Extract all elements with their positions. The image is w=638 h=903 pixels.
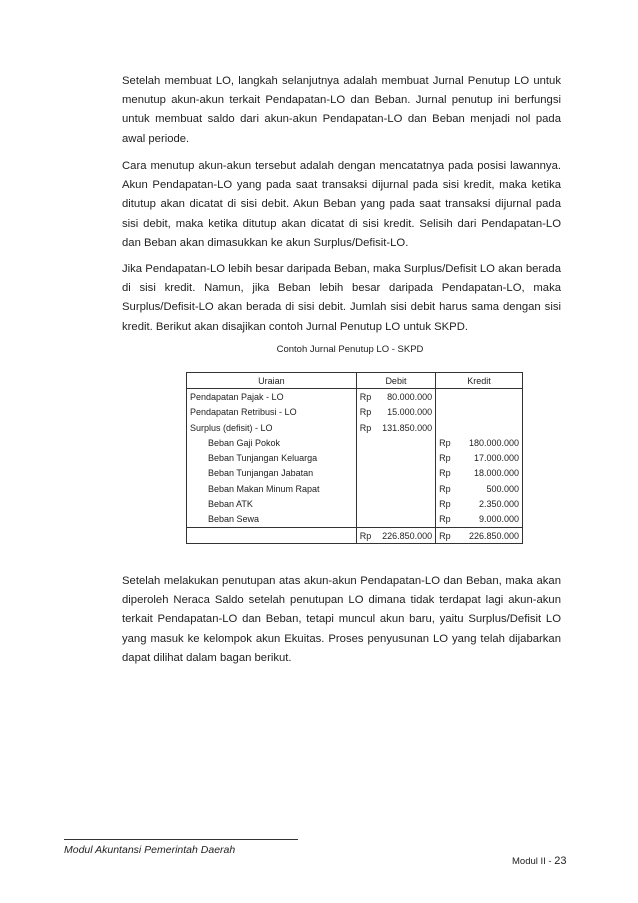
header-debit: Debit <box>356 373 435 389</box>
row-debit-currency <box>356 496 376 511</box>
row-uraian: Surplus (defisit) - LO <box>187 420 357 435</box>
table-row <box>187 481 523 496</box>
table-row <box>187 450 523 465</box>
total-kredit-currency: Rp <box>436 527 456 543</box>
row-uraian: Beban Tunjangan Jabatan <box>187 466 357 481</box>
total-uraian <box>187 527 357 543</box>
row-debit-currency: Rp <box>359 422 372 433</box>
row-debit-value: 15.000.000 <box>376 405 436 420</box>
table-row <box>187 420 523 435</box>
paragraph-2: Cara menutup akun-akun tersebut adalah dengan mencatatnya pada posisi lawannya. Akun Pendapatan-LO yang pada saat transaksi dijurnal pada sisi kredit, maka ketika ditutup akan dicatat di sisi debit. Akun Beban yang pada saat transaksi dijurnal pada sisi debit, maka ketika ditutup akan dicatat di sisi kredit. Selisih dari Pendapatan-LO dan Beban akan dimasukkan ke akun Surplus/Defisit-LO. <box>122 160 561 249</box>
row-debit-value <box>376 435 436 450</box>
row-debit-value <box>376 481 436 496</box>
row-kredit-currency: Rp <box>439 437 451 448</box>
row-debit-value <box>376 450 436 465</box>
row-debit-currency <box>356 466 376 481</box>
footer-divider <box>64 839 298 840</box>
table-row <box>187 389 523 405</box>
row-uraian: Pendapatan Pajak - LO <box>187 389 357 405</box>
row-kredit-currency: Rp <box>439 499 451 510</box>
table-row <box>187 512 523 528</box>
row-kredit-value: 180.000.000 <box>468 437 519 448</box>
footer-title: Modul Akuntansi Pemerintah Daerah <box>64 844 236 856</box>
total-debit-currency: Rp <box>356 527 376 543</box>
table-row <box>187 496 523 511</box>
table-total-row <box>187 527 523 543</box>
row-uraian: Beban Gaji Pokok <box>187 435 357 450</box>
row-kredit-value: 18.000.000 <box>473 468 519 479</box>
row-kredit-value: 2.350.000 <box>478 499 519 510</box>
row-debit-currency <box>356 450 376 465</box>
table-row <box>187 435 523 450</box>
journal-table <box>186 372 523 544</box>
row-kredit-currency: Rp <box>439 453 451 464</box>
table-header-row <box>187 373 523 389</box>
row-kredit-value <box>455 405 522 420</box>
row-debit-value: 80.000.000 <box>376 389 436 405</box>
header-uraian: Uraian <box>187 373 357 389</box>
row-uraian: Pendapatan Retribusi - LO <box>187 405 357 420</box>
row-kredit-value: 9.000.000 <box>478 514 519 525</box>
row-debit-currency: Rp <box>359 391 372 402</box>
row-uraian: Beban Sewa <box>187 512 357 528</box>
row-debit-currency: Rp <box>359 407 372 418</box>
row-uraian: Beban Tunjangan Keluarga <box>187 450 357 465</box>
row-kredit-value <box>455 389 522 405</box>
page-label: Modul II - <box>512 856 552 867</box>
row-debit-value <box>376 466 436 481</box>
row-kredit-currency <box>436 389 456 405</box>
table-row <box>187 466 523 481</box>
row-debit-currency <box>356 435 376 450</box>
row-debit-value: 131.850.000 <box>376 420 436 435</box>
row-debit-currency <box>356 512 376 528</box>
row-kredit-currency: Rp <box>439 468 451 479</box>
total-kredit-value: 226.850.000 <box>455 527 522 543</box>
paragraph-4: Setelah melakukan penutupan atas akun-akun Pendapatan-LO dan Beban, maka akan diperoleh Neraca Saldo setelah penutupan LO dimana tidak terdapat lagi akun-akun terkait Pendapatan-LO dan Beban, tetapi muncul akun baru, yaitu Surplus/Defisit LO yang masuk ke kelompok akun Ekuitas. Proses penyusunan LO yang telah dijabarkan dapat dilihat dalam bagan berikut. <box>122 575 561 664</box>
table-caption: Contoh Jurnal Penutup LO - SKPD <box>276 344 424 355</box>
row-uraian: Beban Makan Minum Rapat <box>187 481 357 496</box>
row-kredit-currency: Rp <box>439 483 451 494</box>
paragraph-3: Jika Pendapatan-LO lebih besar daripada Beban, maka Surplus/Defisit LO akan berada di sisi kredit. Namun, jika Beban lebih besar daripada Pendapatan-LO, maka Surplus/Defisit-LO akan berada di sisi debit. Jumlah sisi debit harus sama dengan sisi kredit. Berikut akan disajikan contoh Jurnal Penutup LO untuk SKPD. <box>122 263 561 333</box>
row-debit-value <box>376 496 436 511</box>
header-kredit: Kredit <box>436 373 523 389</box>
row-kredit-currency <box>436 420 456 435</box>
paragraph-1: Setelah membuat LO, langkah selanjutnya adalah membuat Jurnal Penutup LO untuk menutup akun-akun terkait Pendapatan-LO dan Beban. Jurnal penutup ini berfungsi untuk membuat saldo dari akun-akun Pendapatan-LO dan Beban menjadi nol pada awal periode. <box>122 75 561 145</box>
page-number <box>512 855 567 867</box>
row-kredit-currency: Rp <box>439 514 451 525</box>
row-kredit-currency <box>436 405 456 420</box>
row-debit-currency <box>356 481 376 496</box>
row-uraian: Beban ATK <box>187 496 357 511</box>
row-kredit-value: 17.000.000 <box>473 453 519 464</box>
row-debit-value <box>376 512 436 528</box>
table-row <box>187 405 523 420</box>
row-kredit-value <box>455 420 522 435</box>
row-kredit-value: 500.000 <box>486 483 519 494</box>
total-debit-value: 226.850.000 <box>376 527 436 543</box>
page-number-value: 23 <box>554 855 567 867</box>
